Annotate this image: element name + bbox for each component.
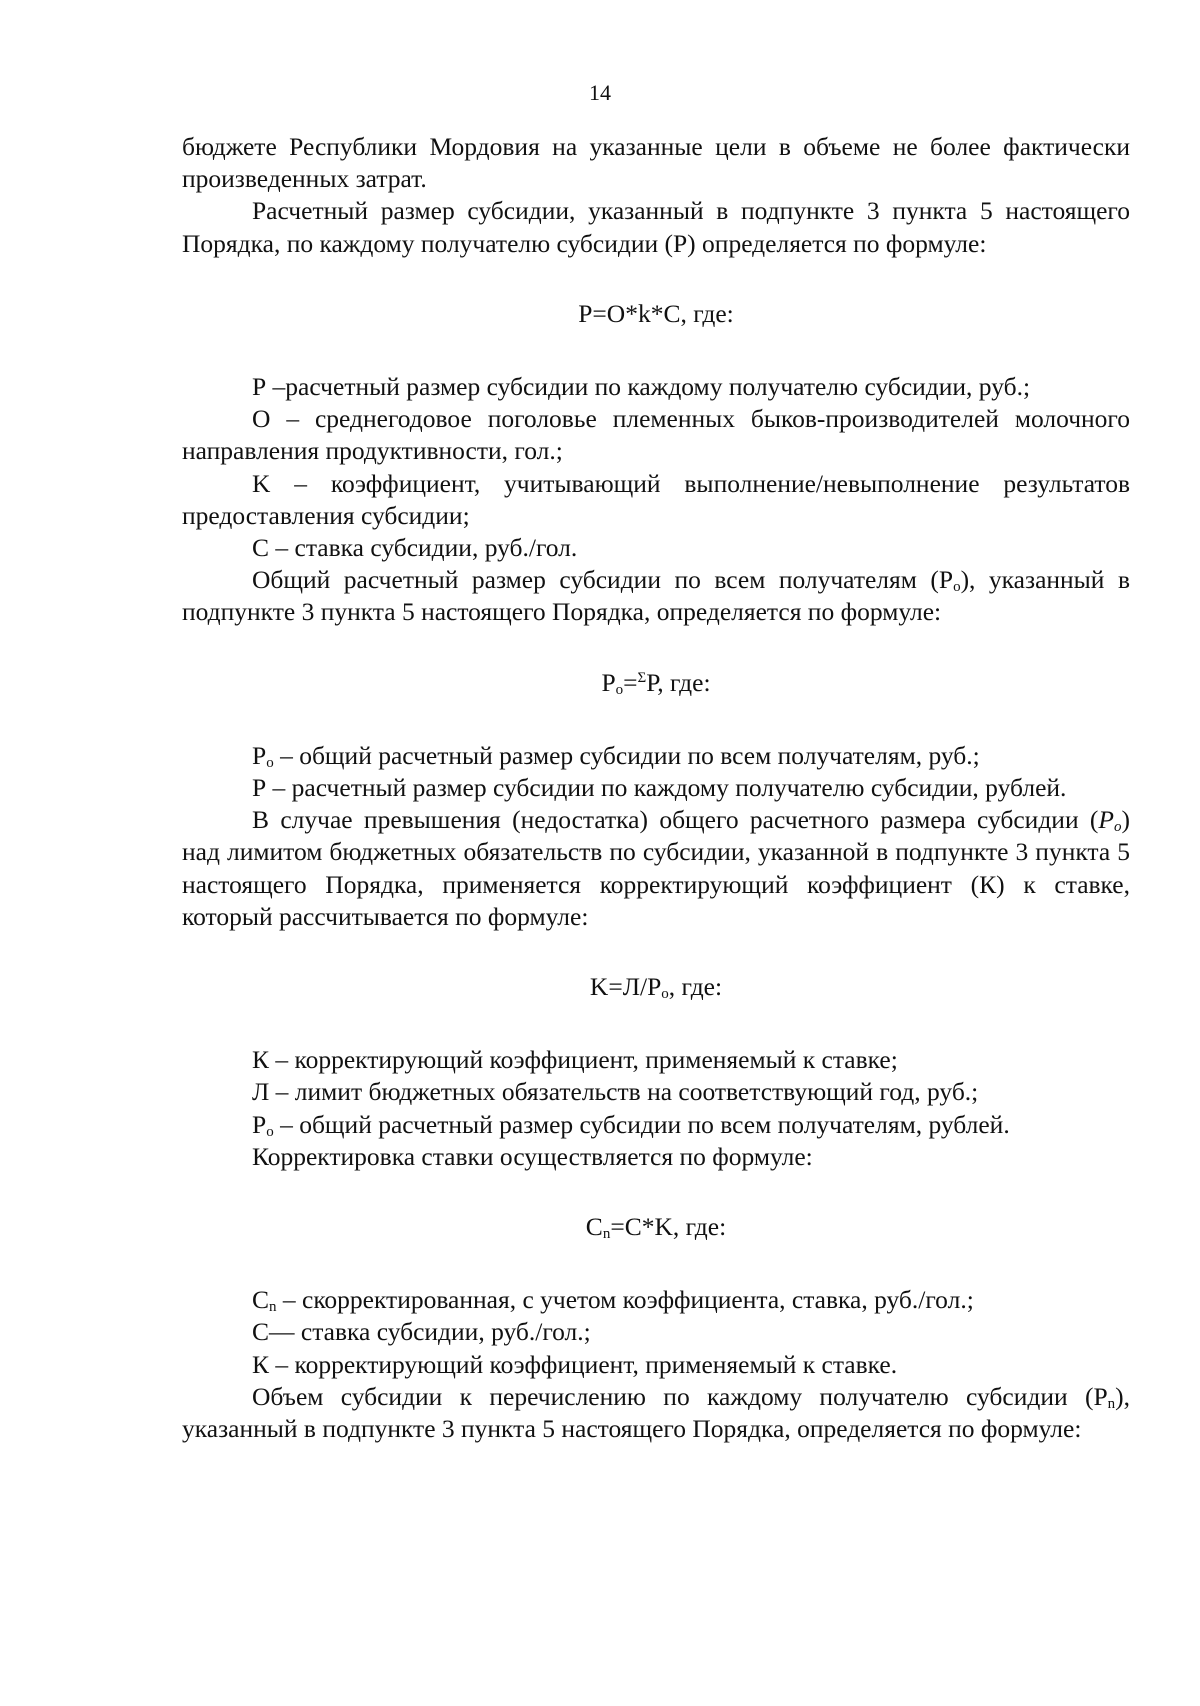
- definition-cn: $С_n$ – скорректированная, с учетом коэффициента, ставка, руб./гол.;: [252, 1285, 974, 1316]
- definition-o: О – среднегодовое поголовье племенных быков-производителей молочного направления продуктивности, гол.;: [182, 404, 1130, 466]
- formula-k: $K=Л/Р_о$, где:: [589, 972, 723, 1003]
- page-number: 14: [589, 80, 611, 105]
- definition-p-rub: Р – расчетный размер субсидии по каждому получателю субсидии, рублей.: [252, 773, 1067, 803]
- definition-c: С – ставка субсидии, руб./гол.: [252, 533, 578, 563]
- document-body: [182, 131, 1130, 1445]
- definition-k-corr: К – корректирующий коэффициент, применяемый к ставке;: [252, 1045, 898, 1075]
- definition-p: Р –расчетный размер субсидии по каждому получателю субсидии, руб.;: [252, 372, 1031, 402]
- paragraph-rate-correction: Корректировка ставки осуществляется по формуле:: [252, 1141, 813, 1171]
- definition-c-rate: С— ставка субсидии, руб./гол.;: [252, 1317, 591, 1347]
- definition-po-rub: $Р_о$ – общий расчетный размер субсидии по всем получателям, рублей.: [252, 1109, 1010, 1140]
- formula-cn: $С_n=С*K$, где:: [585, 1212, 727, 1243]
- paragraph-budget: бюджете Республики Мордовия на указанные цели в объеме не более фактически произведенных затрат.: [182, 132, 1130, 194]
- formula-p: Р=О*k*С, где:: [578, 298, 734, 328]
- definition-k: K – коэффициент, учитывающий выполнение/невыполнение результатов предоставления субсидии;: [182, 468, 1130, 530]
- definition-k-rate: К – корректирующий коэффициент, применяемый к ставке.: [252, 1349, 898, 1379]
- definition-l: Л – лимит бюджетных обязательств на соответствующий год, руб.;: [252, 1077, 979, 1107]
- paragraph-transfer-volume: Объем субсидии к перечислению по каждому получателю субсидии $(Р_n)$, указанный в подпункте 3 пункта 5 настоящего Порядка, определяется по формуле:: [182, 1381, 1130, 1444]
- paragraph-correction: В случае превышения (недостатка) общего расчетного размера субсидии $(Р_о)$ над лимитом бюджетных обязательств по субсидии, указанной в подпункте 3 пункта 5 настоящего Порядка, применяется корректирующий коэффициент (К) к ставке, который рассчитывается по формуле:: [182, 805, 1130, 931]
- paragraph-total-size: Общий расчетный размер субсидии по всем получателям $(Р_о)$, указанный в подпункте 3 пункта 5 настоящего Порядка, определяется по формуле:: [182, 565, 1130, 627]
- definition-po: $Р_о$ – общий расчетный размер субсидии по всем получателям, руб.;: [252, 740, 980, 771]
- formula-po: $Р_о=^\Sigma Р$, где:: [601, 667, 711, 698]
- paragraph-calc-size: Расчетный размер субсидии, указанный в подпункте 3 пункта 5 настоящего Порядка, по каждому получателю субсидии (Р) определяется по формуле:: [182, 196, 1130, 258]
